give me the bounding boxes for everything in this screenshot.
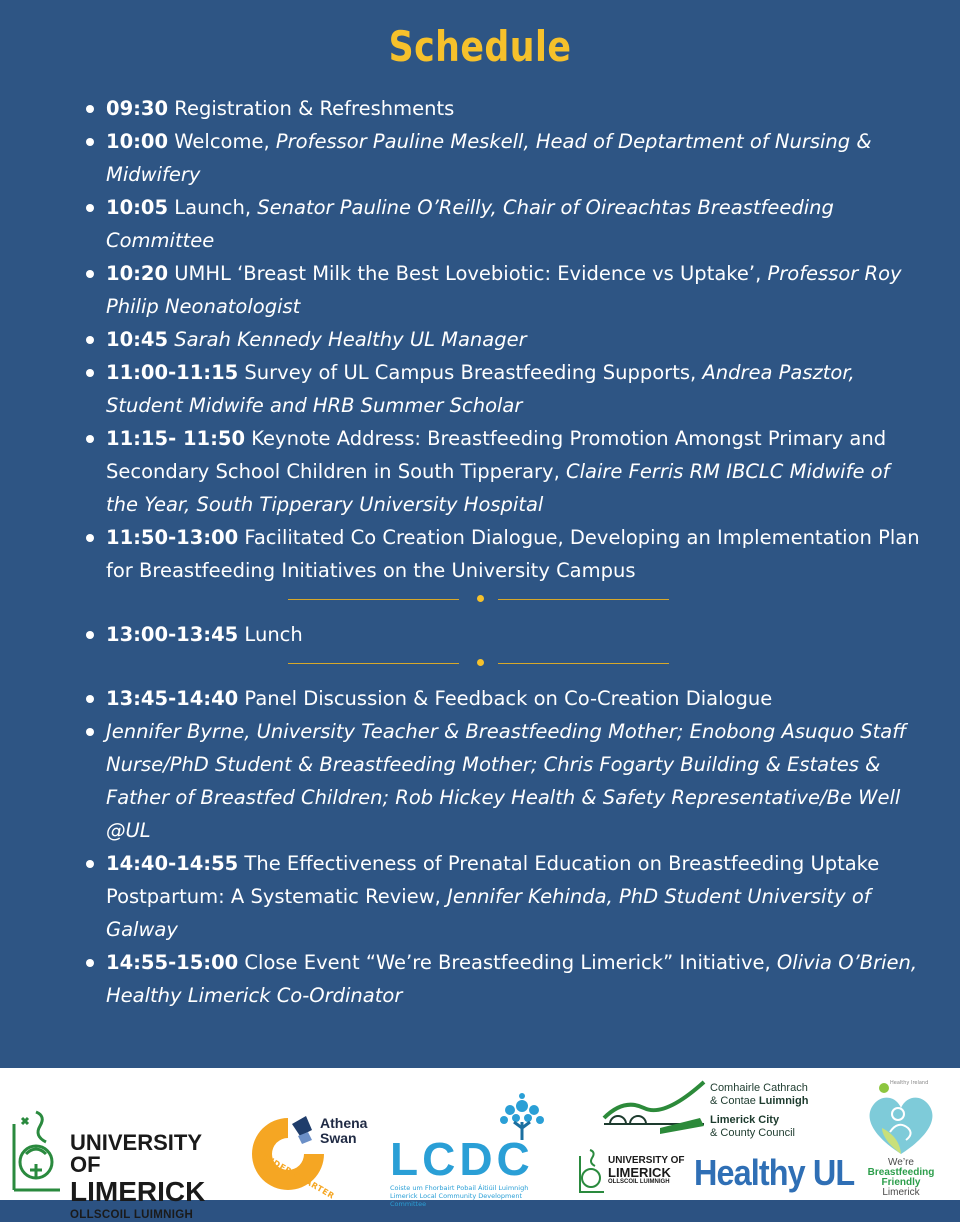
item-text: Registration & Refreshments [168, 97, 455, 120]
item-text: Survey of UL Campus Breastfeeding Supports, [238, 361, 703, 384]
item-speaker: Andrea Pasztor, Student Midwife and HRB Summer Scholar [106, 361, 855, 417]
item-text: Launch, [168, 196, 258, 219]
athena-line1: Athena [320, 1115, 368, 1131]
healthy-ireland-label: Healthy Ireland [890, 1080, 929, 1086]
bf-line4: Limerick [882, 1187, 920, 1198]
item-time: 09:30 [106, 97, 169, 120]
item-time: 14:55-15:00 [106, 951, 239, 974]
schedule-item [84, 847, 924, 946]
gender-charter-label: GENDER CHARTER [253, 1148, 337, 1201]
ul-line1: UNIVERSITY OF [70, 1130, 202, 1177]
lcdc-sub2: Limerick Local Community Development [390, 1192, 522, 1200]
item-speaker: Sarah Kennedy Healthy UL Manager [174, 328, 527, 351]
breastfeeding-wordmark [860, 1158, 942, 1198]
sponsor-logo-bar [0, 1068, 960, 1221]
schedule-item [84, 191, 924, 257]
schedule-item [84, 125, 924, 191]
item-speaker: Professor Roy Philip Neonatologist [106, 262, 902, 318]
item-time: 13:45-14:40 [106, 687, 239, 710]
ul-small-crest-icon [576, 1146, 606, 1196]
item-text: Close Event “We’re Breastfeeding Limerick” Initiative, [238, 951, 777, 974]
divider-line [498, 599, 669, 600]
divider-dot [477, 595, 484, 602]
university-of-limerick-logo [6, 1104, 236, 1221]
bf-line2: Breastfeeding [867, 1167, 935, 1178]
schedule-item [84, 682, 924, 715]
item-speaker: Professor Pauline Meskell, Head of Deptartment of Nursing & Midwifery [106, 130, 872, 186]
item-text: Facilitated Co Creation Dialogue, Developing an Implementation Plan for Breastfeeding Initiatives on the University Campus [106, 526, 920, 582]
section-divider [84, 587, 924, 618]
item-time: 11:00-11:15 [106, 361, 239, 384]
item-text: UMHL ‘Breast Milk the Best Lovebiotic: Evidence vs Uptake’, [168, 262, 768, 285]
item-text: Lunch [238, 623, 303, 646]
council-line2a: & Contae [710, 1095, 759, 1107]
schedule-item [84, 92, 924, 125]
athena-swan-logo [248, 1110, 373, 1201]
limerick-council-logo [600, 1078, 830, 1150]
ul-line2: LIMERICK [70, 1176, 206, 1207]
schedule-item [84, 323, 924, 356]
bf-line3: Friendly [881, 1177, 921, 1188]
athena-line2: Swan [320, 1130, 357, 1146]
schedule-item [84, 715, 924, 847]
item-speaker: Claire Ferris RM IBCLC Midwife of the Year, South Tipperary University Hospital [106, 460, 890, 516]
lcdc-subtitle [390, 1184, 540, 1208]
item-text: The Effectiveness of Prenatal Education on Breastfeeding Uptake Postpartum: A Systematic Review, [106, 852, 880, 908]
item-time: 14:40-14:55 [106, 852, 239, 875]
schedule-item [84, 356, 924, 422]
page-title: Schedule [388, 22, 572, 71]
council-line1: Comhairle Cathrach [710, 1082, 808, 1094]
bf-line1: We’re [888, 1157, 914, 1168]
item-text: Panel Discussion & Feedback on Co-Creation Dialogue [238, 687, 773, 710]
divider-dot [477, 659, 484, 666]
schedule-item [84, 422, 924, 521]
divider-line [498, 663, 669, 664]
section-divider [84, 651, 924, 682]
healthy-ul-logo: Healthy UL [694, 1152, 855, 1193]
schedule-list [84, 92, 924, 1012]
lcdc-sub1: Coiste um Fhorbairt Pobail Áitiúil Luimnigh [390, 1184, 529, 1192]
bridge-icon [600, 1078, 708, 1138]
breastfeeding-friendly-logo [860, 1080, 942, 1198]
ul-small-line3: OLLSCOIL LUIMNIGH [608, 1179, 670, 1185]
ul-small-line1: UNIVERSITY OF [608, 1155, 685, 1166]
item-speaker: Jennifer Kehinda, PhD Student University of Galway [106, 885, 871, 941]
schedule-item [84, 521, 924, 587]
heart-mother-icon [860, 1080, 942, 1158]
ul-wordmark [70, 1132, 236, 1222]
item-time: 10:00 [106, 130, 169, 153]
athena-wordmark [320, 1116, 367, 1146]
lcdc-logo [388, 1092, 556, 1208]
item-speaker: Olivia O’Brien, Healthy Limerick Co-Ordinator [106, 951, 918, 1007]
divider-line [288, 599, 459, 600]
item-time: 10:45 [106, 328, 169, 351]
ul-small-wordmark [608, 1156, 685, 1185]
item-time: 13:00-13:45 [106, 623, 239, 646]
item-text: Keynote Address: Breastfeeding Promotion Amongst Primary and Secondary School Children in South Tipperary, [106, 427, 887, 483]
ul-crest-icon [6, 1104, 68, 1196]
ul-line3: OLLSCOIL LUIMNIGH [70, 1209, 194, 1221]
university-of-limerick-small-logo [576, 1146, 694, 1198]
item-time: 10:20 [106, 262, 169, 285]
schedule-item [84, 257, 924, 323]
item-time: 11:15- 11:50 [106, 427, 246, 450]
schedule-item [84, 946, 924, 1012]
divider-line [288, 663, 459, 664]
schedule-item [84, 618, 924, 651]
item-time: 10:05 [106, 196, 169, 219]
ul-small-line2: LIMERICK [608, 1165, 671, 1180]
item-text: Welcome, [168, 130, 276, 153]
lcdc-sub3: Committee [390, 1200, 427, 1208]
council-line2b: Luimnigh [758, 1095, 809, 1107]
council-line3: Limerick City [710, 1114, 780, 1126]
lcdc-wordmark: LCDC [390, 1133, 534, 1185]
item-time: 11:50-13:00 [106, 526, 239, 549]
council-line4: & County Council [710, 1127, 795, 1139]
council-wordmark [710, 1082, 808, 1140]
item-speaker: Jennifer Byrne, University Teacher & Breastfeeding Mother; Enobong Asuquo Staff Nurse/PhD Student & Breastfeeding Mother; Chris Fogarty Building & Estates & Father of Breastfed Children; Rob Hickey Health & Safety Representative/Be Well @UL [106, 720, 907, 842]
item-speaker: Senator Pauline O’Reilly, Chair of Oireachtas Breastfeeding Committee [106, 196, 834, 252]
